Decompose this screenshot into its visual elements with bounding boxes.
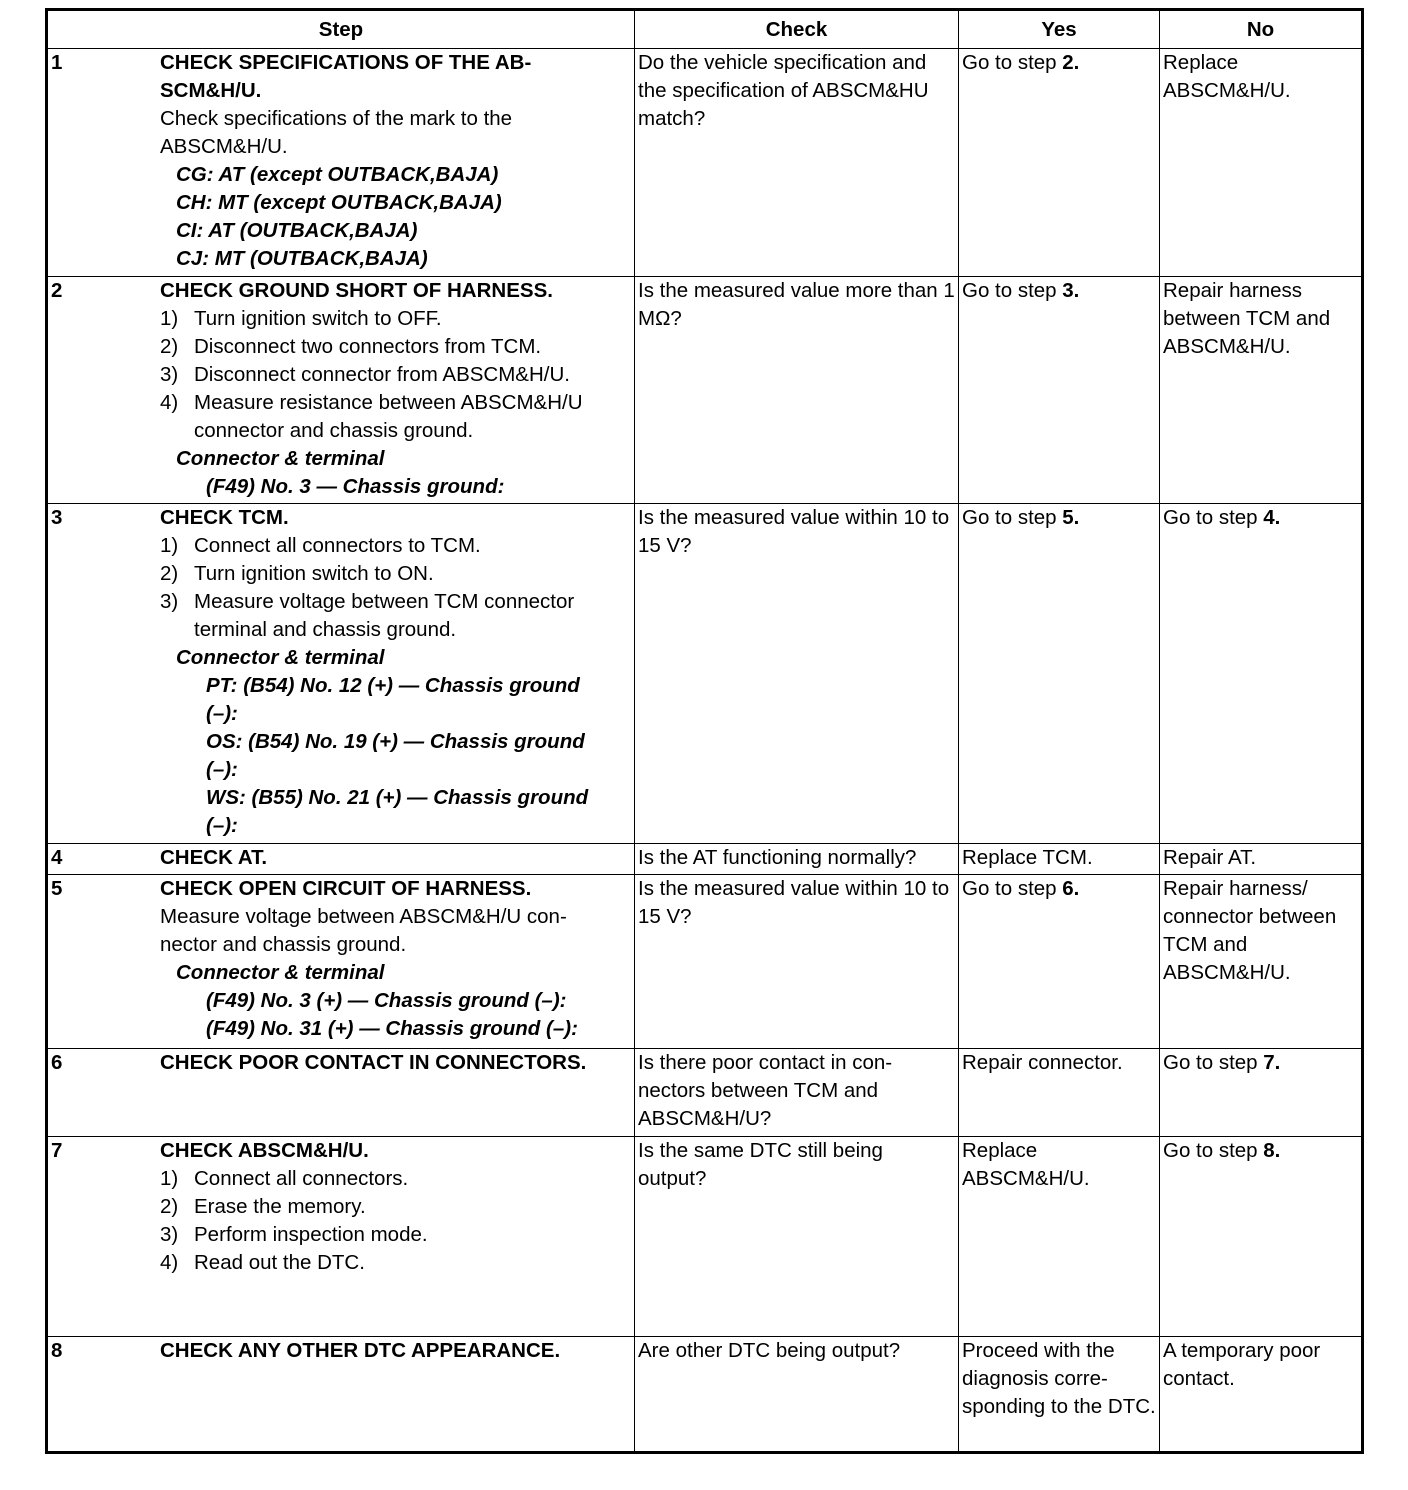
header-row (47, 10, 1363, 49)
instruction-number: 4) (160, 1251, 179, 1274)
connector-spec: Connector & terminal (176, 961, 385, 984)
no-text: Go to step (1163, 506, 1264, 529)
yes-text: Proceed with the diagnosis corre-sponding to the DTC. (962, 1339, 1156, 1418)
step-text: nector and chassis ground. (160, 933, 407, 956)
connector-spec: CJ: MT (OUTBACK,BAJA) (176, 247, 428, 270)
yes-cell (959, 277, 1160, 504)
connector-spec: CG: AT (except OUTBACK,BAJA) (176, 163, 499, 186)
instruction-number: 3) (160, 590, 179, 613)
connector-spec: (–): (206, 758, 238, 781)
step-text: terminal and chassis ground. (194, 618, 457, 641)
yes-cell (959, 504, 1160, 844)
step-number: 3 (51, 506, 63, 529)
yes-text: Replace ABSCM&H/U. (962, 1139, 1090, 1190)
yes-text: Go to step (962, 877, 1063, 900)
table-row (47, 844, 1363, 875)
step-cell (47, 1049, 635, 1137)
table-row (47, 49, 1363, 277)
instruction-text: Erase the memory. (194, 1195, 366, 1218)
table-row (47, 1137, 1363, 1337)
connector-spec: CI: AT (OUTBACK,BAJA) (176, 219, 418, 242)
diagnostic-table (45, 8, 1364, 1454)
table-row (47, 277, 1363, 504)
step-instruction (160, 333, 631, 361)
yes-cell (959, 1337, 1160, 1453)
instruction-number: 3) (160, 1223, 179, 1246)
yes-step-ref: 2. (1062, 51, 1080, 74)
instruction-number: 1) (160, 307, 179, 330)
no-text: Repair harness/ connector between TCM and ABSCM&H/U. (1163, 877, 1337, 984)
step-title: CHECK ABSCM&H/U. (160, 1139, 369, 1162)
yes-step-ref: 6. (1062, 877, 1080, 900)
instruction-number: 2) (160, 1195, 179, 1218)
header-yes: Yes (959, 10, 1160, 49)
instruction-text: Disconnect two connectors from TCM. (194, 335, 542, 358)
no-text: A temporary poor contact. (1163, 1339, 1321, 1390)
header-check: Check (635, 10, 959, 49)
step-number: 4 (51, 846, 63, 869)
no-text: Repair AT. (1163, 846, 1257, 869)
step-instruction (160, 588, 631, 616)
table-row (47, 504, 1363, 844)
no-cell (1160, 504, 1363, 844)
instruction-text: Connect all connectors to TCM. (194, 534, 481, 557)
step-cell (47, 504, 635, 844)
yes-text: Repair connector. (962, 1051, 1123, 1074)
connector-spec: (–): (206, 814, 238, 837)
no-cell (1160, 844, 1363, 875)
yes-text: Go to step (962, 51, 1063, 74)
connector-spec: Connector & terminal (176, 447, 385, 470)
yes-cell (959, 1049, 1160, 1137)
no-cell (1160, 1137, 1363, 1337)
yes-step-ref: 5. (1062, 506, 1080, 529)
no-step-ref: 4. (1263, 506, 1281, 529)
step-text: Measure voltage between ABSCM&H/U con- (160, 905, 567, 928)
no-text: Repair harness between TCM and ABSCM&H/U. (1163, 279, 1331, 358)
no-text: Go to step (1163, 1139, 1264, 1162)
step-number: 8 (51, 1339, 63, 1362)
no-cell (1160, 277, 1363, 504)
step-number: 2 (51, 279, 63, 302)
instruction-text: Measure voltage between TCM connector (194, 590, 575, 613)
instruction-text: Disconnect connector from ABSCM&H/U. (194, 363, 570, 386)
yes-text: Go to step (962, 506, 1063, 529)
check-cell: Are other DTC being output? (635, 1337, 959, 1453)
step-cell (47, 1337, 635, 1453)
step-instruction (160, 1221, 631, 1249)
instruction-text: Connect all connectors. (194, 1167, 409, 1190)
connector-spec: (F49) No. 31 (+) — Chassis ground (–): (206, 1017, 578, 1040)
step-title: CHECK POOR CONTACT IN CONNECTORS. (160, 1051, 587, 1074)
no-cell (1160, 875, 1363, 1049)
check-cell: Do the vehicle specification and the specification of ABSCM&HU match? (635, 49, 959, 277)
table-row (47, 875, 1363, 1049)
no-text: Replace ABSCM&H/U. (1163, 51, 1291, 102)
table-row (47, 1337, 1363, 1453)
instruction-text: Turn ignition switch to OFF. (194, 307, 442, 330)
step-title: SCM&H/U. (160, 79, 262, 102)
step-text: Check specifications of the mark to the (160, 107, 513, 130)
step-title: CHECK ANY OTHER DTC APPEARANCE. (160, 1339, 561, 1362)
connector-spec: CH: MT (except OUTBACK,BAJA) (176, 191, 502, 214)
step-title: CHECK GROUND SHORT OF HARNESS. (160, 279, 553, 302)
connector-spec: PT: (B54) No. 12 (+) — Chassis ground (206, 674, 580, 697)
header-no: No (1160, 10, 1363, 49)
yes-cell (959, 844, 1160, 875)
step-cell (47, 844, 635, 875)
instruction-text: Measure resistance between ABSCM&H/U (194, 391, 583, 414)
step-number: 1 (51, 51, 63, 74)
no-text: Go to step (1163, 1051, 1264, 1074)
step-number: 7 (51, 1139, 63, 1162)
step-cell (47, 1137, 635, 1337)
yes-text: Replace TCM. (962, 846, 1093, 869)
instruction-text: Turn ignition switch to ON. (194, 562, 434, 585)
step-instruction (160, 361, 631, 389)
connector-spec: (–): (206, 702, 238, 725)
instruction-number: 2) (160, 335, 179, 358)
connector-spec: Connector & terminal (176, 646, 385, 669)
connector-spec: (F49) No. 3 (+) — Chassis ground (–): (206, 989, 567, 1012)
yes-cell (959, 1137, 1160, 1337)
step-instruction (160, 560, 631, 588)
check-cell: Is the same DTC still being output? (635, 1137, 959, 1337)
step-title: CHECK AT. (160, 846, 268, 869)
no-cell (1160, 49, 1363, 277)
no-cell (1160, 1337, 1363, 1453)
no-step-ref: 8. (1263, 1139, 1281, 1162)
no-cell (1160, 1049, 1363, 1137)
check-cell: Is the measured value within 10 to 15 V? (635, 875, 959, 1049)
connector-spec: (F49) No. 3 — Chassis ground: (206, 475, 505, 498)
step-instruction (160, 1249, 631, 1277)
instruction-number: 1) (160, 534, 179, 557)
instruction-text: Perform inspection mode. (194, 1223, 428, 1246)
step-text: connector and chassis ground. (194, 419, 474, 442)
step-cell (47, 49, 635, 277)
check-cell: Is the measured value more than 1 MΩ? (635, 277, 959, 504)
step-title: CHECK OPEN CIRCUIT OF HARNESS. (160, 877, 532, 900)
step-instruction (160, 532, 631, 560)
step-title: CHECK SPECIFICATIONS OF THE AB- (160, 51, 532, 74)
step-number: 5 (51, 877, 63, 900)
check-cell: Is the AT functioning normally? (635, 844, 959, 875)
instruction-text: Read out the DTC. (194, 1251, 365, 1274)
step-instruction (160, 305, 631, 333)
check-cell: Is the measured value within 10 to 15 V? (635, 504, 959, 844)
yes-text: Go to step (962, 279, 1063, 302)
connector-spec: OS: (B54) No. 19 (+) — Chassis ground (206, 730, 585, 753)
instruction-number: 1) (160, 1167, 179, 1190)
instruction-number: 2) (160, 562, 179, 585)
no-step-ref: 7. (1263, 1051, 1281, 1074)
yes-cell (959, 875, 1160, 1049)
table-row (47, 1049, 1363, 1137)
instruction-number: 3) (160, 363, 179, 386)
header-step: Step (47, 10, 635, 49)
step-instruction (160, 389, 631, 417)
step-title: CHECK TCM. (160, 506, 289, 529)
step-number: 6 (51, 1051, 63, 1074)
yes-cell (959, 49, 1160, 277)
step-instruction (160, 1165, 631, 1193)
connector-spec: WS: (B55) No. 21 (+) — Chassis ground (206, 786, 589, 809)
step-instruction (160, 1193, 631, 1221)
step-cell (47, 875, 635, 1049)
check-cell: Is there poor contact in con-nectors between TCM and ABSCM&H/U? (635, 1049, 959, 1137)
step-cell (47, 277, 635, 504)
instruction-number: 4) (160, 391, 179, 414)
step-text: ABSCM&H/U. (160, 135, 288, 158)
yes-step-ref: 3. (1062, 279, 1080, 302)
